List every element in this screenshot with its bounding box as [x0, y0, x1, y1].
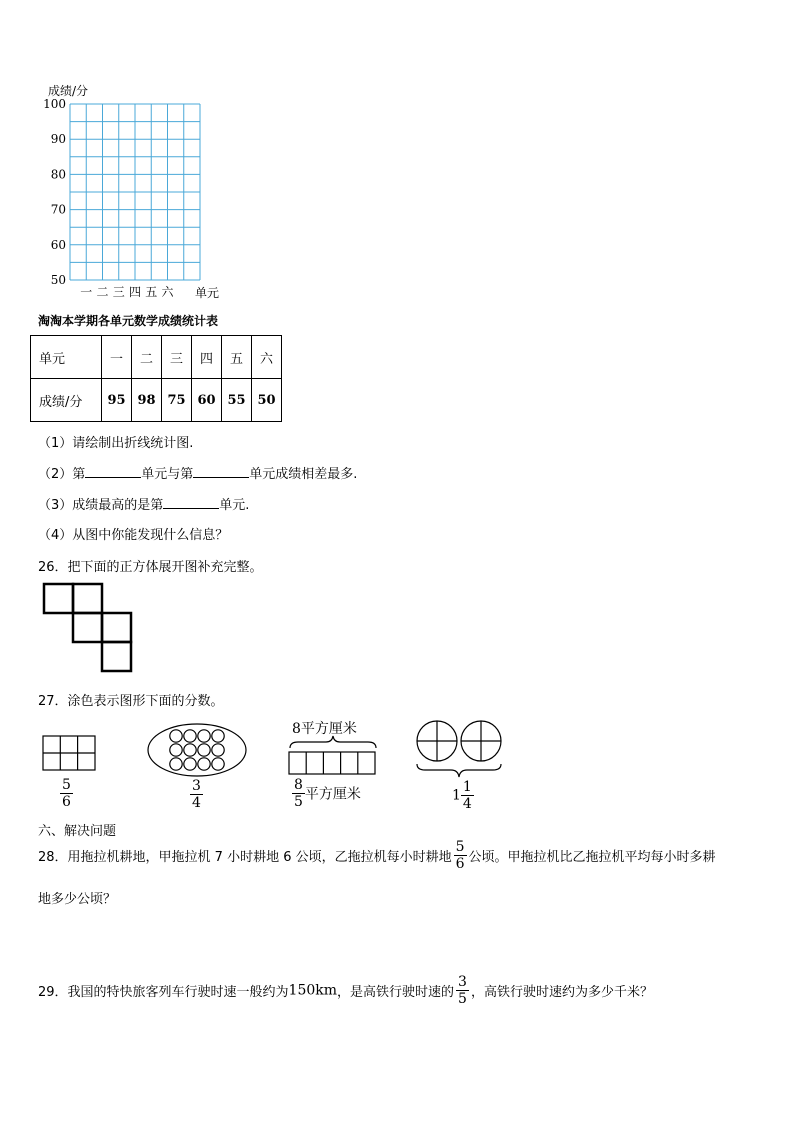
table-row1-head: 单元	[31, 336, 102, 379]
score-table	[30, 335, 282, 422]
rect-2x3-figure[interactable]	[42, 735, 96, 771]
y-tick-label: 70	[50, 202, 66, 217]
outer-ellipse	[148, 724, 246, 776]
q25-sub2-b: 单元与第	[141, 467, 194, 482]
q25-sub2	[38, 463, 357, 482]
fraction-5-6	[454, 840, 467, 871]
table-score: 95	[102, 379, 132, 422]
table-unit: 五	[222, 336, 252, 379]
y-tick-label: 60	[50, 237, 66, 252]
y-tick-label: 100	[43, 97, 66, 111]
mixed-whole: 1	[452, 787, 461, 804]
table-score: 60	[192, 379, 222, 422]
fraction-denominator: 5	[294, 794, 303, 810]
q28-line2: 地多少公顷？	[38, 892, 117, 907]
table-unit: 六	[252, 336, 282, 379]
q25-sub3	[38, 494, 249, 513]
fraction-numerator: 3	[458, 974, 467, 990]
small-circle[interactable]	[184, 730, 196, 742]
small-circle[interactable]	[198, 744, 210, 756]
x-tick-label: 三	[112, 285, 125, 299]
x-tick-label: 四	[128, 285, 142, 299]
small-circle[interactable]	[212, 744, 224, 756]
mixed-fraction-1-1-4	[452, 780, 474, 811]
q25-sub3-a: （3）成绩最高的是第	[38, 498, 164, 513]
table-unit: 三	[162, 336, 192, 379]
cube-net-figure	[40, 580, 140, 680]
small-circle[interactable]	[212, 758, 224, 770]
small-circle[interactable]	[184, 744, 196, 756]
table-unit: 四	[192, 336, 222, 379]
y-tick-label: 50	[50, 273, 66, 287]
x-tick-label: 一	[80, 285, 93, 299]
fraction-numerator: 5	[62, 777, 71, 793]
chart-xlabel: 单元	[195, 286, 220, 300]
table-unit: 一	[102, 336, 132, 379]
q28-part2: 公顷。甲拖拉机比乙拖拉机平均每小时多耕	[468, 850, 716, 865]
table-row2-head: 成绩/分	[31, 379, 102, 422]
y-tick-label: 90	[50, 132, 66, 147]
small-circle[interactable]	[170, 744, 182, 756]
x-tick-label: 五	[145, 285, 158, 299]
small-circle[interactable]	[170, 758, 182, 770]
y-tick-label: 80	[50, 167, 66, 182]
q28-part1: 28．用拖拉机耕地，甲拖拉机 7 小时耕地 6 公顷，乙拖拉机每小时耕地	[38, 850, 452, 865]
q29-line	[38, 975, 653, 1006]
fraction-5-6	[60, 778, 73, 809]
fraction-numerator: 3	[192, 778, 201, 794]
q25-sub1: （1）请绘制出折线统计图.	[38, 436, 194, 451]
small-circle[interactable]	[170, 730, 182, 742]
q29-part2: ，是高铁行驶时速的	[337, 985, 455, 1000]
area-unit: 平方厘米	[304, 786, 361, 803]
table-score: 50	[252, 379, 282, 422]
q28-line1	[38, 840, 716, 871]
brace-rect-5-figure[interactable]	[288, 734, 378, 776]
x-tick-label: 六	[161, 285, 174, 299]
q25-sub3-b: 单元.	[219, 498, 250, 513]
fraction-denominator: 6	[62, 794, 71, 810]
small-circle[interactable]	[198, 730, 210, 742]
fraction-denominator: 5	[458, 991, 467, 1007]
q29-speed: 150km	[288, 982, 338, 999]
q29-part3: ，高铁行驶时速约为多少千米？	[470, 985, 653, 1000]
chart-ylabel: 成绩/分	[48, 84, 89, 98]
small-circle[interactable]	[198, 758, 210, 770]
table-score: 75	[162, 379, 192, 422]
fraction-numerator: 5	[455, 839, 465, 855]
answer-blank[interactable]	[193, 465, 249, 478]
fraction-3-5	[456, 975, 469, 1006]
fraction-denominator: 6	[455, 856, 465, 872]
blank-grid-chart[interactable]	[30, 80, 230, 300]
fraction-numerator: 8	[294, 777, 303, 793]
answer-blank[interactable]	[85, 465, 141, 478]
q25-sub2-a: （2）第	[38, 467, 86, 482]
x-tick-label: 二	[96, 285, 109, 299]
two-circles-figure[interactable]	[414, 720, 508, 780]
q29-part1: 29．我国的特快旅客列车行驶时速一般约为	[38, 985, 289, 1000]
fraction-denominator: 4	[462, 796, 472, 812]
area-label-top: 8平方厘米	[292, 721, 357, 737]
small-circle[interactable]	[212, 730, 224, 742]
fraction-denominator: 4	[192, 795, 201, 811]
section-heading: 六、解决问题	[38, 824, 117, 839]
fraction-8-5-area	[292, 778, 361, 809]
fraction-1-4	[461, 780, 474, 811]
table-score: 98	[132, 379, 162, 422]
ellipse-circles-figure[interactable]	[146, 722, 248, 778]
table-score: 55	[222, 379, 252, 422]
q27-text: 27．涂色表示图形下面的分数。	[38, 694, 224, 709]
table-title: 淘淘本学期各单元数学成绩统计表	[38, 314, 219, 328]
q25-sub2-c: 单元成绩相差最多.	[249, 467, 358, 482]
answer-blank[interactable]	[163, 496, 219, 509]
fraction-8-5	[292, 778, 305, 809]
q26-text: 26．把下面的正方体展开图补充完整。	[38, 560, 263, 575]
table-unit: 二	[132, 336, 162, 379]
fraction-3-4	[190, 779, 203, 810]
small-circle[interactable]	[184, 758, 196, 770]
fraction-numerator: 1	[462, 779, 472, 795]
q25-sub4: （4）从图中你能发现什么信息？	[38, 528, 229, 543]
